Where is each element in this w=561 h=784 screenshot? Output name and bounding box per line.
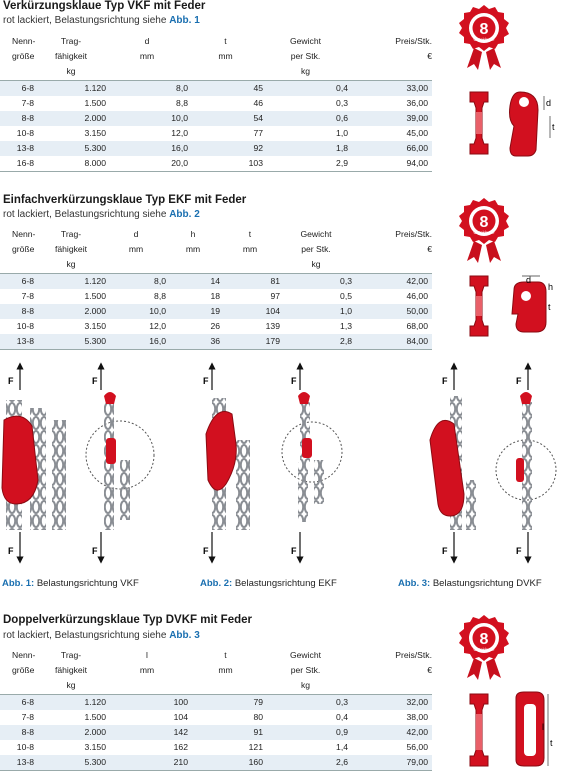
table-cell: 1,0 [336, 128, 348, 138]
table-cell: 32,00 [348, 695, 432, 711]
table-cell: 1.500 [84, 291, 106, 301]
table-cell: 91 [188, 725, 263, 740]
force-label: F [8, 376, 14, 386]
svg-text:h: h [548, 282, 554, 292]
column-header: t [248, 229, 252, 239]
vkf-spec-table [0, 34, 432, 172]
column-header: kg [36, 64, 106, 81]
table-cell: 10,0 [106, 304, 166, 319]
table-cell: 160 [188, 755, 263, 771]
column-header: Trag- [60, 36, 82, 46]
table-cell: 94,00 [348, 156, 432, 172]
svg-text:F: F [291, 376, 297, 386]
table-cell: 80 [253, 712, 263, 722]
column-header: mm [242, 244, 258, 254]
column-header: größe [12, 244, 35, 254]
table-cell: 8-8 [0, 725, 36, 740]
table-cell: 3.150 [84, 321, 106, 331]
figure-1-vkf [2, 366, 154, 560]
table-cell: 104 [220, 304, 280, 319]
svg-text:F: F [442, 546, 448, 556]
svg-text:t: t [548, 302, 551, 312]
table-cell: 10-8 [16, 128, 34, 138]
column-header: größe [12, 51, 35, 61]
table-cell: 12,0 [171, 128, 188, 138]
column-header: kg [36, 257, 106, 274]
column-header: kg [280, 257, 352, 274]
table-cell: 38,00 [406, 712, 428, 722]
column-header [348, 678, 432, 695]
table-row [0, 141, 432, 156]
table-cell: 2.000 [36, 111, 106, 126]
table-cell: 8,8 [154, 291, 166, 301]
caption-abb-3: Abb. 3: Belastungsrichtung DVKF [398, 578, 542, 589]
table-header-row [0, 678, 432, 695]
svg-text:l: l [542, 722, 544, 732]
table-cell: 142 [106, 725, 188, 740]
table-cell: 84,00 [352, 334, 432, 350]
svg-text:F: F [516, 376, 522, 386]
table-cell: 1,0 [280, 304, 352, 319]
load-direction-illustrations [0, 360, 561, 572]
table-cell: 2,6 [263, 755, 348, 771]
figure-2-ekf [206, 366, 342, 560]
column-header: d [144, 36, 150, 46]
column-header: mm [139, 51, 155, 61]
table-cell: 13-8 [0, 755, 36, 771]
table-cell: 16-8 [0, 156, 36, 172]
table-cell: 0,3 [280, 274, 352, 290]
table-header-row [0, 64, 432, 81]
table-cell: 7-8 [21, 98, 34, 108]
column-header: kg [263, 678, 348, 695]
table-header-row [0, 34, 432, 49]
table-cell: 0,3 [336, 98, 348, 108]
table-cell: 103 [188, 156, 263, 172]
table-cell: 8-8 [0, 111, 36, 126]
table-cell: 2.000 [36, 304, 106, 319]
ekf-spec-table [0, 227, 432, 350]
table-cell: 68,00 [406, 321, 428, 331]
table-cell: 8,0 [106, 274, 166, 290]
table-cell: 19 [166, 304, 220, 319]
table-row [0, 740, 432, 755]
table-cell: 42,00 [348, 725, 432, 740]
table-cell: 6-8 [0, 695, 36, 711]
table-cell: 210 [106, 755, 188, 771]
dim-d: d [546, 98, 552, 108]
table-cell: 10-8 [16, 742, 34, 752]
column-header: € [427, 51, 432, 61]
table-row [0, 156, 432, 172]
svg-text:d: d [526, 275, 532, 285]
table-header-row [0, 663, 432, 678]
table-cell: 97 [270, 291, 280, 301]
table-cell: 2,9 [263, 156, 348, 172]
column-header: Gewicht [289, 650, 322, 660]
column-header: d [133, 229, 139, 239]
table-cell: 45,00 [406, 128, 428, 138]
table-row [0, 695, 432, 711]
column-header: t [224, 650, 227, 660]
table-cell: 3.150 [84, 128, 106, 138]
table-cell: 16,0 [106, 141, 188, 156]
svg-text:F: F [203, 376, 209, 386]
table-cell: 2.000 [36, 725, 106, 740]
column-header [0, 678, 36, 695]
vkf-product-drawing [462, 86, 557, 164]
column-header: Gewicht [289, 36, 322, 46]
table-cell: 1,3 [340, 321, 352, 331]
table-cell: 46 [253, 98, 263, 108]
table-cell: 0,9 [263, 725, 348, 740]
table-cell: 6-8 [0, 81, 36, 97]
column-header: per Stk. [301, 244, 331, 254]
column-header: € [427, 244, 432, 254]
table-row [0, 274, 432, 290]
table-cell: 39,00 [348, 111, 432, 126]
badge-number: 8 [479, 21, 489, 38]
table-cell: 50,00 [352, 304, 432, 319]
column-header: mm [139, 665, 155, 675]
column-header: Preis/Stk. [395, 229, 432, 239]
column-header: mm [218, 51, 233, 61]
table-cell: 14 [166, 274, 220, 290]
table-cell: 12,0 [149, 321, 166, 331]
dvkf-product-drawing [462, 690, 557, 774]
column-header [188, 64, 263, 81]
table-cell: 56,00 [406, 742, 428, 752]
table-row [0, 96, 432, 111]
table-cell: 16,0 [106, 334, 166, 350]
column-header: mm [128, 244, 144, 254]
column-header: Preis/Stk. [395, 650, 432, 660]
badge-text: Güteklasse [473, 37, 495, 42]
table-cell: 26 [210, 321, 220, 331]
column-header [188, 678, 263, 695]
table-row [0, 725, 432, 740]
column-header: Trag- [60, 229, 82, 239]
table-cell: 7-8 [21, 291, 34, 301]
table-cell: 7-8 [21, 712, 34, 722]
column-header [348, 64, 432, 81]
table-cell: 121 [248, 742, 263, 752]
table-cell: 179 [220, 334, 280, 350]
table-cell: 8-8 [0, 304, 36, 319]
column-header [352, 257, 432, 274]
table-header-row [0, 257, 432, 274]
column-header: Trag- [60, 650, 82, 660]
table-cell: 0,4 [263, 81, 348, 97]
table-cell: 45 [188, 81, 263, 97]
column-header: kg [263, 64, 348, 81]
table-cell: 8,8 [176, 98, 188, 108]
table-row [0, 111, 432, 126]
table-cell: 1.120 [36, 695, 106, 711]
table-cell: 162 [173, 742, 188, 752]
table-cell: 1.120 [36, 274, 106, 290]
table-cell: 66,00 [348, 141, 432, 156]
table-cell: 79,00 [348, 755, 432, 771]
column-header: mm [185, 244, 201, 254]
table-cell: 5.300 [36, 755, 106, 771]
table-cell: 20,0 [106, 156, 188, 172]
table-cell: 54 [188, 111, 263, 126]
column-header: fähigkeit [54, 665, 87, 675]
table-cell: 10-8 [16, 321, 34, 331]
section3-subtitle: rot lackiert, Belastungsrichtung siehe Abb. 3 [3, 630, 200, 641]
table-row [0, 126, 432, 141]
table-cell: 42,00 [352, 274, 432, 290]
section2-title: Einfachverkürzungsklaue Typ EKF mit Feder [3, 194, 247, 206]
table-cell: 0,4 [336, 712, 348, 722]
table-cell: 79 [188, 695, 263, 711]
table-row [0, 304, 432, 319]
gueteklasse-badge-icon [458, 197, 510, 263]
ekf-product-drawing [462, 272, 557, 342]
svg-text:Güteklasse: Güteklasse [473, 647, 495, 652]
table-cell: 1.500 [84, 712, 106, 722]
table-cell: 0,3 [263, 695, 348, 711]
table-header-row [0, 242, 432, 257]
svg-text:Güteklasse: Güteklasse [473, 230, 495, 235]
section2-subtitle: rot lackiert, Belastungsrichtung siehe Abb. 2 [3, 209, 200, 220]
table-row [0, 289, 432, 304]
table-cell: 46,00 [406, 291, 428, 301]
column-header: € [427, 665, 432, 675]
table-cell: 18 [210, 291, 220, 301]
table-cell: 33,00 [348, 81, 432, 97]
table-row [0, 710, 432, 725]
figure-3-dvkf [430, 366, 556, 560]
table-cell: 100 [106, 695, 188, 711]
table-cell: 13-8 [0, 334, 36, 350]
table-cell: 10,0 [106, 111, 188, 126]
table-cell: 36 [166, 334, 220, 350]
table-cell: 0,6 [263, 111, 348, 126]
table-cell: 1.120 [36, 81, 106, 97]
column-header: mm [218, 665, 233, 675]
table-cell: 13-8 [0, 141, 36, 156]
svg-text:F: F [203, 546, 209, 556]
column-header: t [224, 36, 227, 46]
svg-text:F: F [291, 546, 297, 556]
gueteklasse-badge-icon [458, 614, 510, 680]
column-header: Gewicht [300, 229, 332, 239]
svg-text:t: t [550, 738, 553, 748]
table-cell: 36,00 [406, 98, 428, 108]
section1-title: Verkürzungsklaue Typ VKF mit Feder [3, 0, 206, 12]
table-cell: 5.300 [36, 141, 106, 156]
column-header: l [146, 650, 148, 660]
table-cell: 8,0 [106, 81, 188, 97]
column-header [106, 257, 166, 274]
column-header: Nenn- [12, 36, 36, 46]
caption-abb-2: Abb. 2: Belastungsrichtung EKF [200, 578, 337, 589]
column-header [0, 257, 36, 274]
column-header: fähigkeit [54, 244, 87, 254]
table-cell: 104 [173, 712, 188, 722]
table-cell: 81 [220, 274, 280, 290]
column-header [220, 257, 280, 274]
dvkf-spec-table [0, 648, 432, 771]
table-cell: 1.500 [84, 98, 106, 108]
column-header [106, 678, 188, 695]
table-cell: 2,8 [280, 334, 352, 350]
table-cell: 77 [253, 128, 263, 138]
table-header-row [0, 227, 432, 242]
table-cell: 8.000 [36, 156, 106, 172]
table-row [0, 81, 432, 97]
table-cell: 6-8 [0, 274, 36, 290]
svg-text:F: F [92, 376, 98, 386]
table-cell: 139 [265, 321, 280, 331]
gueteklasse-badge-icon [458, 4, 510, 70]
section1-subtitle: rot lackiert, Belastungsrichtung siehe Abb. 1 [3, 15, 200, 26]
column-header: h [190, 229, 196, 239]
svg-text:8: 8 [479, 214, 489, 231]
svg-text:F: F [92, 546, 98, 556]
column-header: Preis/Stk. [395, 36, 432, 46]
table-cell: 92 [188, 141, 263, 156]
column-header [106, 64, 188, 81]
table-row [0, 319, 432, 334]
table-row [0, 755, 432, 771]
column-header: fähigkeit [54, 51, 87, 61]
column-header [0, 64, 36, 81]
column-header: per Stk. [290, 51, 321, 61]
table-cell: 3.150 [84, 742, 106, 752]
svg-text:F: F [8, 546, 14, 556]
table-header-row [0, 648, 432, 663]
table-row [0, 334, 432, 350]
column-header: größe [12, 665, 35, 675]
column-header: kg [36, 678, 106, 695]
svg-text:F: F [516, 546, 522, 556]
table-header-row [0, 49, 432, 64]
column-header [166, 257, 220, 274]
table-cell: 5.300 [36, 334, 106, 350]
table-cell: 1,8 [263, 141, 348, 156]
column-header: Nenn- [12, 229, 36, 239]
section3-title: Doppelverkürzungsklaue Typ DVKF mit Feder [3, 614, 253, 626]
column-header: Nenn- [12, 650, 36, 660]
caption-abb-1: Abb. 1: Belastungsrichtung VKF [2, 578, 139, 589]
dim-t: t [552, 122, 555, 132]
table-cell: 1,4 [336, 742, 348, 752]
column-header: per Stk. [290, 665, 321, 675]
table-cell: 0,5 [340, 291, 352, 301]
svg-text:F: F [442, 376, 448, 386]
svg-text:8: 8 [479, 631, 489, 648]
